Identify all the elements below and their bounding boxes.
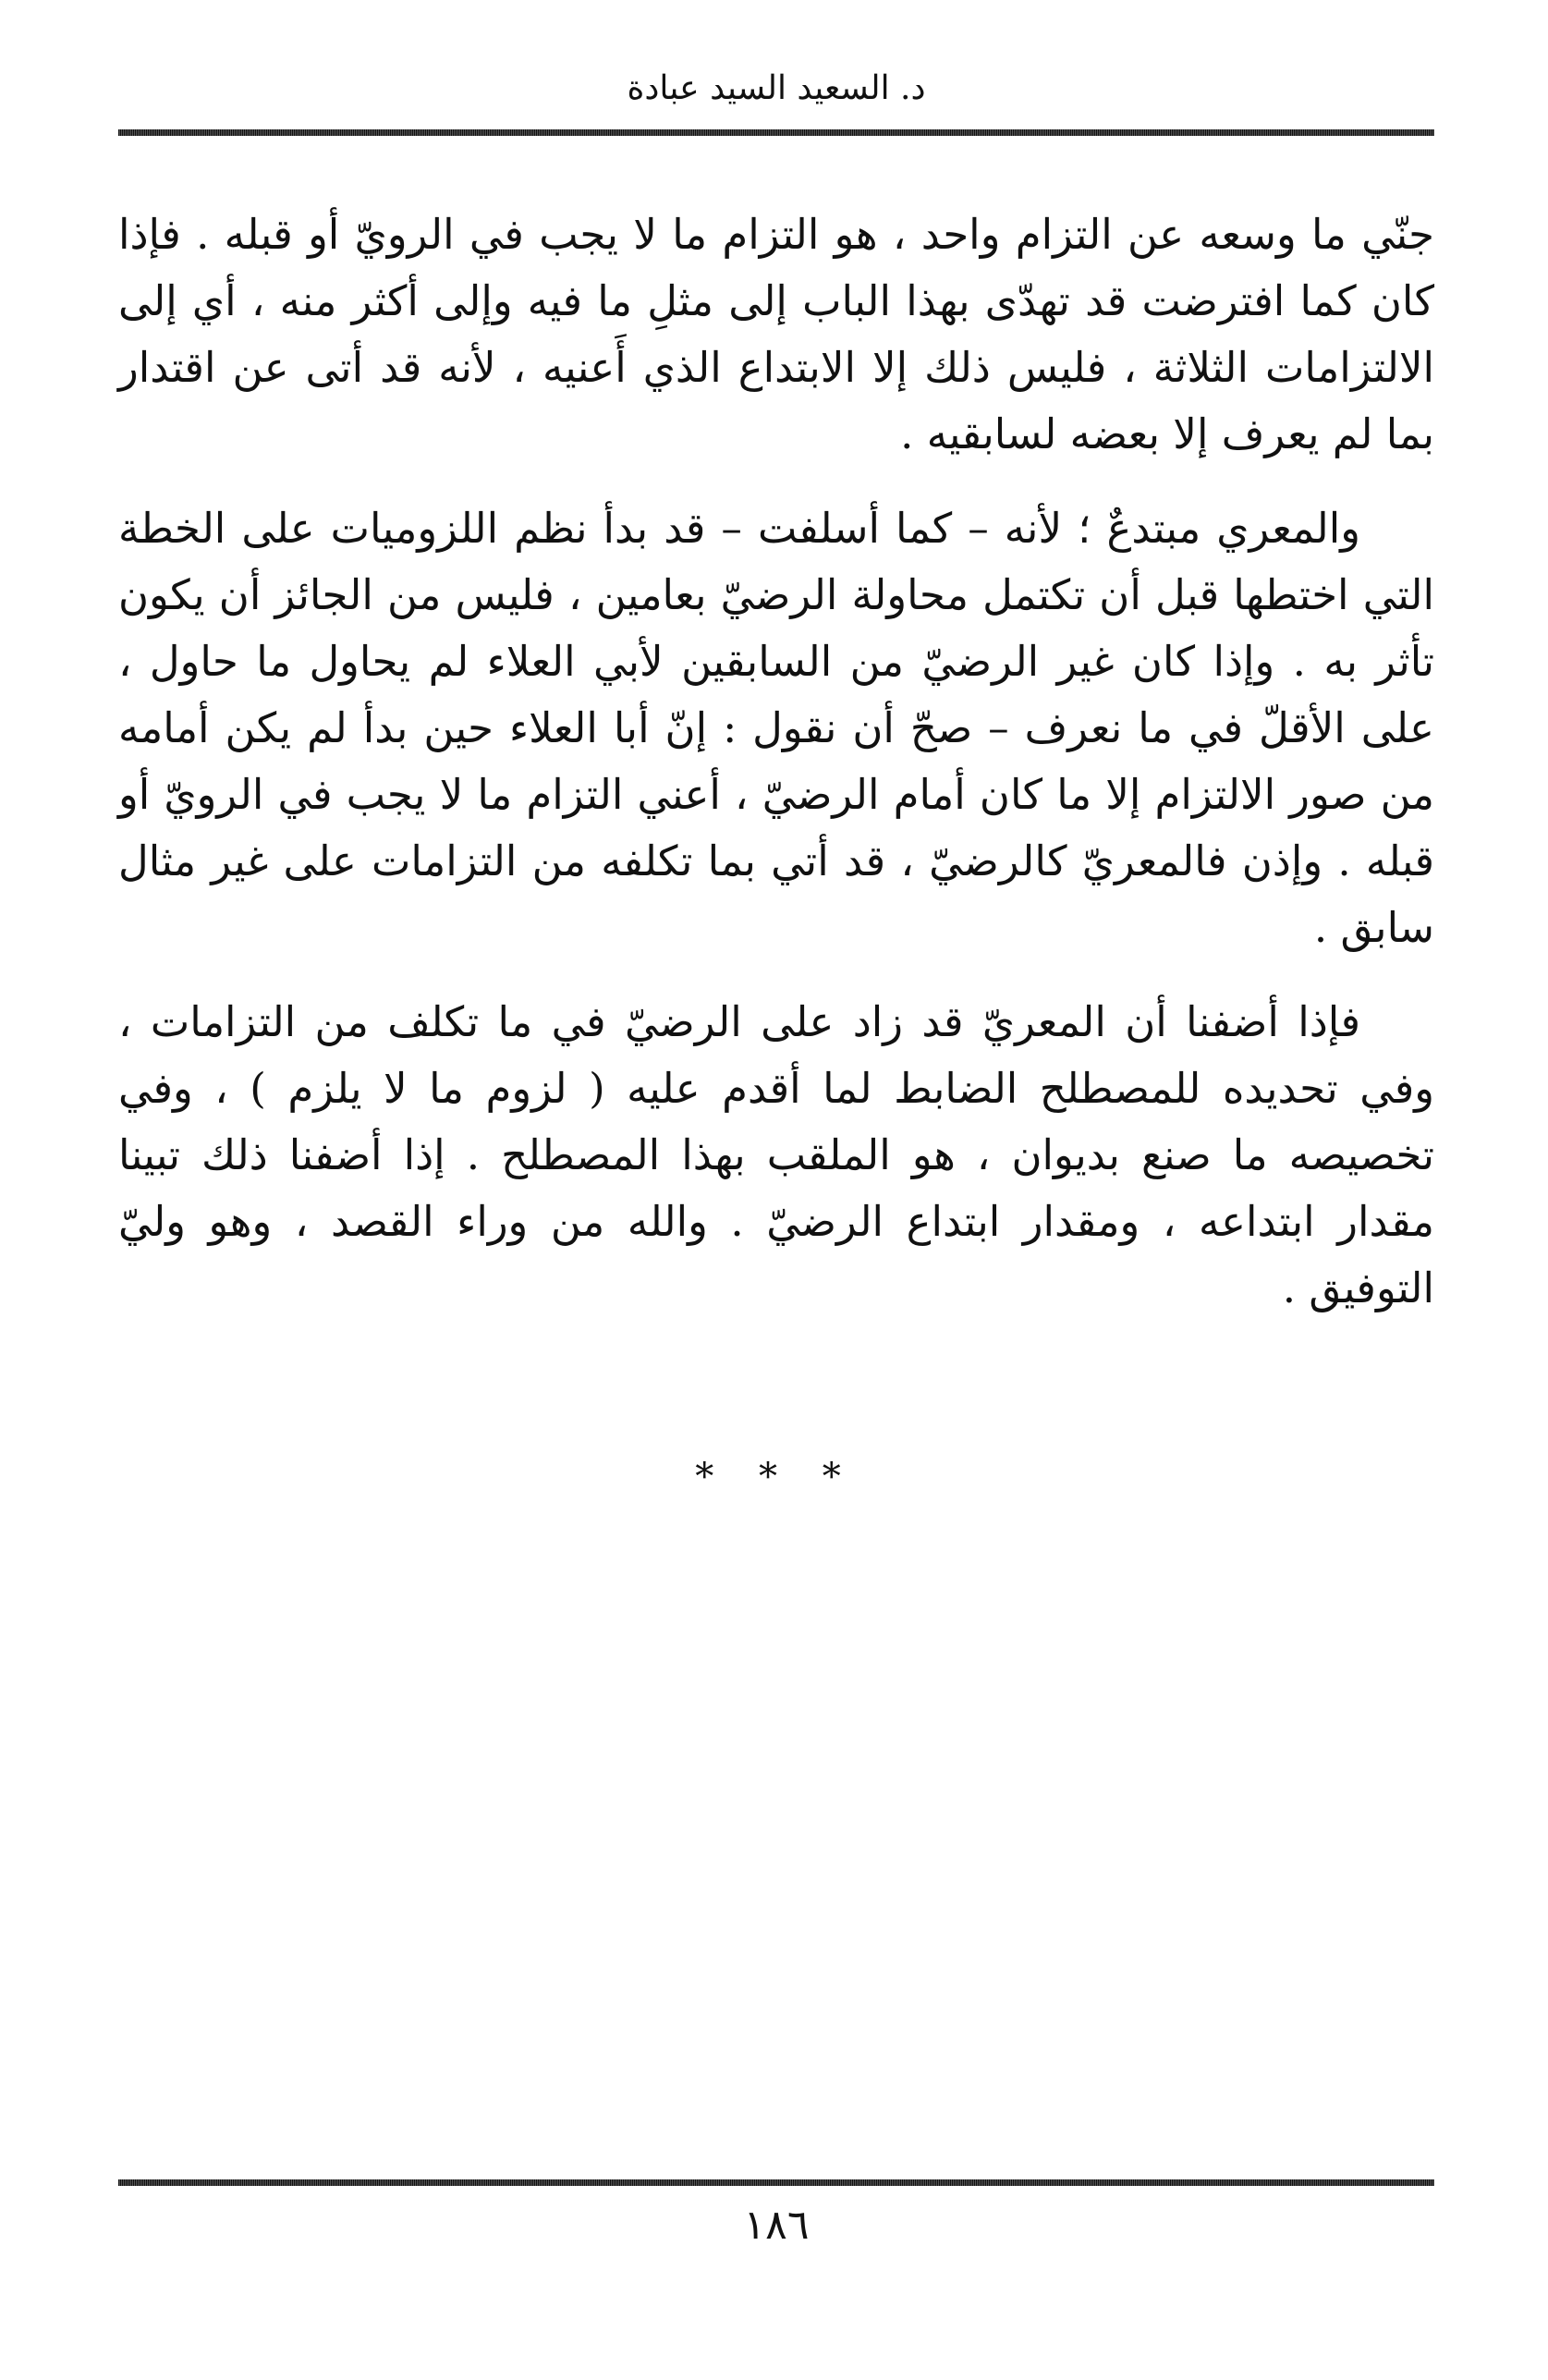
header-rule [118,129,1434,136]
paragraph-3: فإذا أضفنا أن المعريّ قد زاد على الرضيّ في ما تكلف من التزامات ، وفي تحديده للمصطلح الضابط لما أقدم عليه ( لزوم ما لا يلزم ) ، وفي تخصيصه ما صنع بديوان ، هو الملقب بهذا المصطلح . إذا أضفنا ذلك تبينا مقدار ابتداعه ، ومقدار ابتداع الرضيّ . والله من وراء القصد ، وهو وليّ التوفيق . [118,997,1434,1312]
paragraph-1: جنّي ما وسعه عن التزام واحد ، هو التزام ما لا يجب في الرويّ أو قبله . فإذا كان كما افترضت قد تهدّى بهذا الباب إلى مثلِ ما فيه وإلى أكثر منه ، أي إلى الالتزامات الثلاثة ، فليس ذلك إلا الابتداع الذي أَعنيه ، لأنه قد أتى عن اقتدار بما لم يعرف إلا بعضه لسابقيه . [118,210,1434,458]
running-header: د. السعيد السيد عبادة [627,69,926,107]
footer-rule [118,2179,1434,2186]
body-text [118,201,1434,1349]
section-separator: * * * [695,1456,858,1498]
page-number: ١٨٦ [743,2202,810,2249]
paragraph-2: والمعري مبتدعٌ ؛ لأنه – كما أسلفت – قد بدأ نظم اللزوميات على الخطة التي اختطها قبل أن تكتمل محاولة الرضيّ بعامين ، فليس من الجائز أن يكون تأثر به . وإذا كان غير الرضيّ من السابقين لأبي العلاء لم يحاول ما حاول ، على الأقلّ في ما نعرف – صحّ أن نقول : إنّ أبا العلاء حين بدأ لم يكن أمامه من صور الالتزام إلا ما كان أمام الرضيّ ، أعني التزام ما لا يجب في الرويّ أو قبله . وإذن فالمعريّ كالرضيّ ، قد أتي بما تكلفه من التزامات على غير مثال سابق . [118,504,1434,952]
